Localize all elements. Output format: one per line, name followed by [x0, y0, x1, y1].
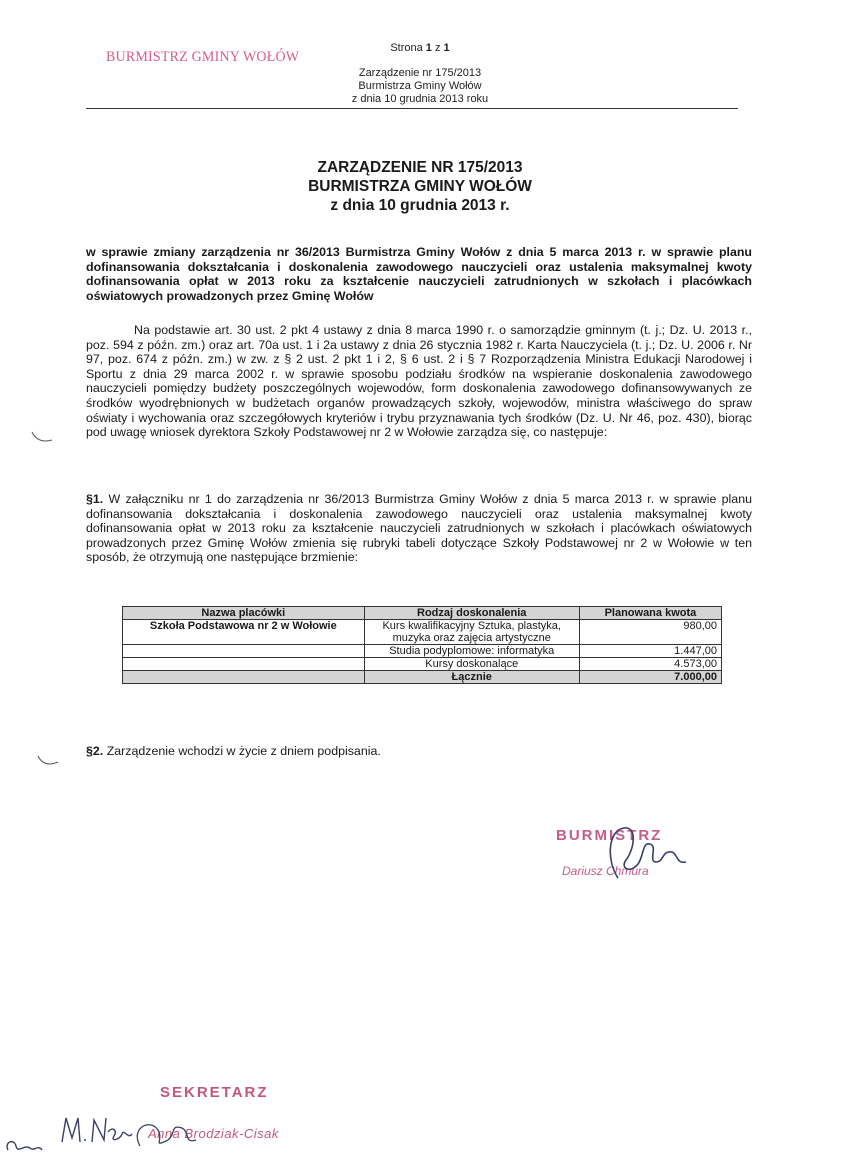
funding-table [122, 606, 722, 684]
signature-name: Dariusz Chmura [562, 864, 649, 878]
total-amount-cell: 7.000,00 [579, 671, 721, 684]
school-name-cell: Szkoła Podstawowa nr 2 w Wołowie [123, 620, 365, 645]
header-stamp: BURMISTRZ GMINY WOŁÓW [106, 49, 300, 66]
table-header: Rodzaj doskonalenia [364, 607, 579, 620]
page-number [300, 42, 540, 55]
secretary-signature-stamp [0, 1076, 330, 1166]
empty-cell [123, 658, 365, 671]
signature-title: BURMISTRZ [556, 827, 663, 844]
table-header: Nazwa placówki [123, 607, 365, 620]
empty-cell [123, 671, 365, 684]
secretary-name: Anna Brodziak-Cisak [148, 1126, 279, 1141]
section-1-text: W załączniku nr 1 do zarządzenia nr 36/2013 Burmistrza Gminy Wołów z dnia 5 marca 2013 r. w sprawie planu dofinansowania dokształcania i doskonalenia zawodowego nauczycieli oraz ustalenia maksymalnej kwoty dofinansowania opłat w 2013 roku za kształcenie nauczycieli zatrudnionych w szkołach i placówkach oświatowych prowadzonych przez Gminę Wołów zmienia się rubryki tabeli dotyczące Szkoły Podstawowej nr 2 w Wołowie w ten sposób, że otrzymują one następujące brzmienie: [86, 492, 752, 565]
secretary-title: SEKRETARZ [160, 1084, 269, 1101]
table-header-row [123, 607, 722, 620]
page-current: 1 [425, 42, 432, 54]
page-label: Strona [390, 42, 423, 54]
table-row [123, 658, 722, 671]
title-line-1: ZARZĄDZENIE NR 175/2013 [317, 159, 523, 176]
ref-line-2: Burmistrza Gminy Wołów [358, 80, 482, 92]
document-title [120, 158, 720, 215]
table-row [123, 645, 722, 658]
training-kind-cell: Kursy doskonalące [364, 658, 579, 671]
title-line-3: z dnia 10 grudnia 2013 r. [330, 197, 510, 214]
empty-cell [123, 645, 365, 658]
page-of: z [434, 42, 441, 54]
training-kind-cell: Kurs kwalifikacyjny Sztuka, plastyka, muzyka oraz zajęcia artystyczne [364, 620, 579, 645]
total-label-cell: Łącznie [364, 671, 579, 684]
section-1-paragraph [86, 492, 752, 565]
title-line-2: BURMISTRZA GMINY WOŁÓW [308, 178, 532, 195]
pen-mark [36, 752, 60, 770]
amount-cell: 1.447,00 [579, 645, 721, 658]
handwritten-signature [0, 1104, 230, 1164]
legal-basis-paragraph: Na podstawie art. 30 ust. 2 pkt 4 ustawy z dnia 8 marca 1990 r. o samorządzie gminnym (t. j.; Dz. U. 2013 r., poz. 594 z późn. zm.) oraz art. 70a ust. 1 i 2a ustawy z dnia 26 stycznia 1982 r. Karta Nauczyciela (t. j.; Dz. U. 2006 r. Nr 97, poz. 674 z późn. zm.) w zw. z § 2 ust. 2 pkt 1 i 2, § 6 ust. 2 i § 7 Rozporządzenia Ministra Edukacji Narodowej i Sportu z dnia 29 marca 2002 r. w sprawie sposobu podziału środków na wspieranie doskonalenia zawodowego nauczycieli pomiędzy budżety poszczególnych wojewodów, form doskonalenia zawodowego dofinansowywanych ze środków wyodrębnionych w budżetach organów prowadzących szkoły, wojewodów, ministra właściwego do spraw oświaty i wychowania oraz szczegółowych kryteriów i trybu przyznawania tych środków (Dz. U. Nr 46, poz. 430), biorąc pod uwagę wniosek dyrektora Szkoły Podstawowej nr 2 w Wołowie zarządza się, co następuje: [86, 323, 752, 440]
ref-line-1: Zarządzenie nr 175/2013 [358, 67, 482, 79]
page-reference [300, 42, 540, 106]
pen-mark [30, 428, 54, 446]
table-total-row [123, 671, 722, 684]
table-row [123, 620, 722, 645]
section-1-label: §1. [86, 492, 104, 506]
section-2-paragraph [86, 744, 752, 759]
table-header: Planowana kwota [579, 607, 721, 620]
section-2-label: §2. [86, 744, 104, 758]
amount-cell: 4.573,00 [579, 658, 721, 671]
section-2-text: Zarządzenie wchodzi w życie z dniem podpisania. [106, 744, 381, 758]
page-total: 1 [443, 42, 450, 54]
header-divider [86, 108, 738, 109]
mayor-signature-stamp [548, 820, 718, 890]
subject-paragraph: w sprawie zmiany zarządzenia nr 36/2013 Burmistrza Gminy Wołów z dnia 5 marca 2013 r. w sprawie planu dofinansowania dokształcania i doskonalenia zawodowego nauczycieli oraz ustalenia maksymalnej kwoty dofinansowania opłat w 2013 roku za kształcenie nauczycieli zatrudnionych w szkołach i placówkach oświatowych prowadzonych przez Gminę Wołów [86, 245, 752, 303]
amount-cell: 980,00 [579, 620, 721, 645]
handwritten-signature [578, 820, 698, 886]
training-kind-cell: Studia podyplomowe: informatyka [364, 645, 579, 658]
ref-line-3: z dnia 10 grudnia 2013 roku [351, 93, 489, 105]
